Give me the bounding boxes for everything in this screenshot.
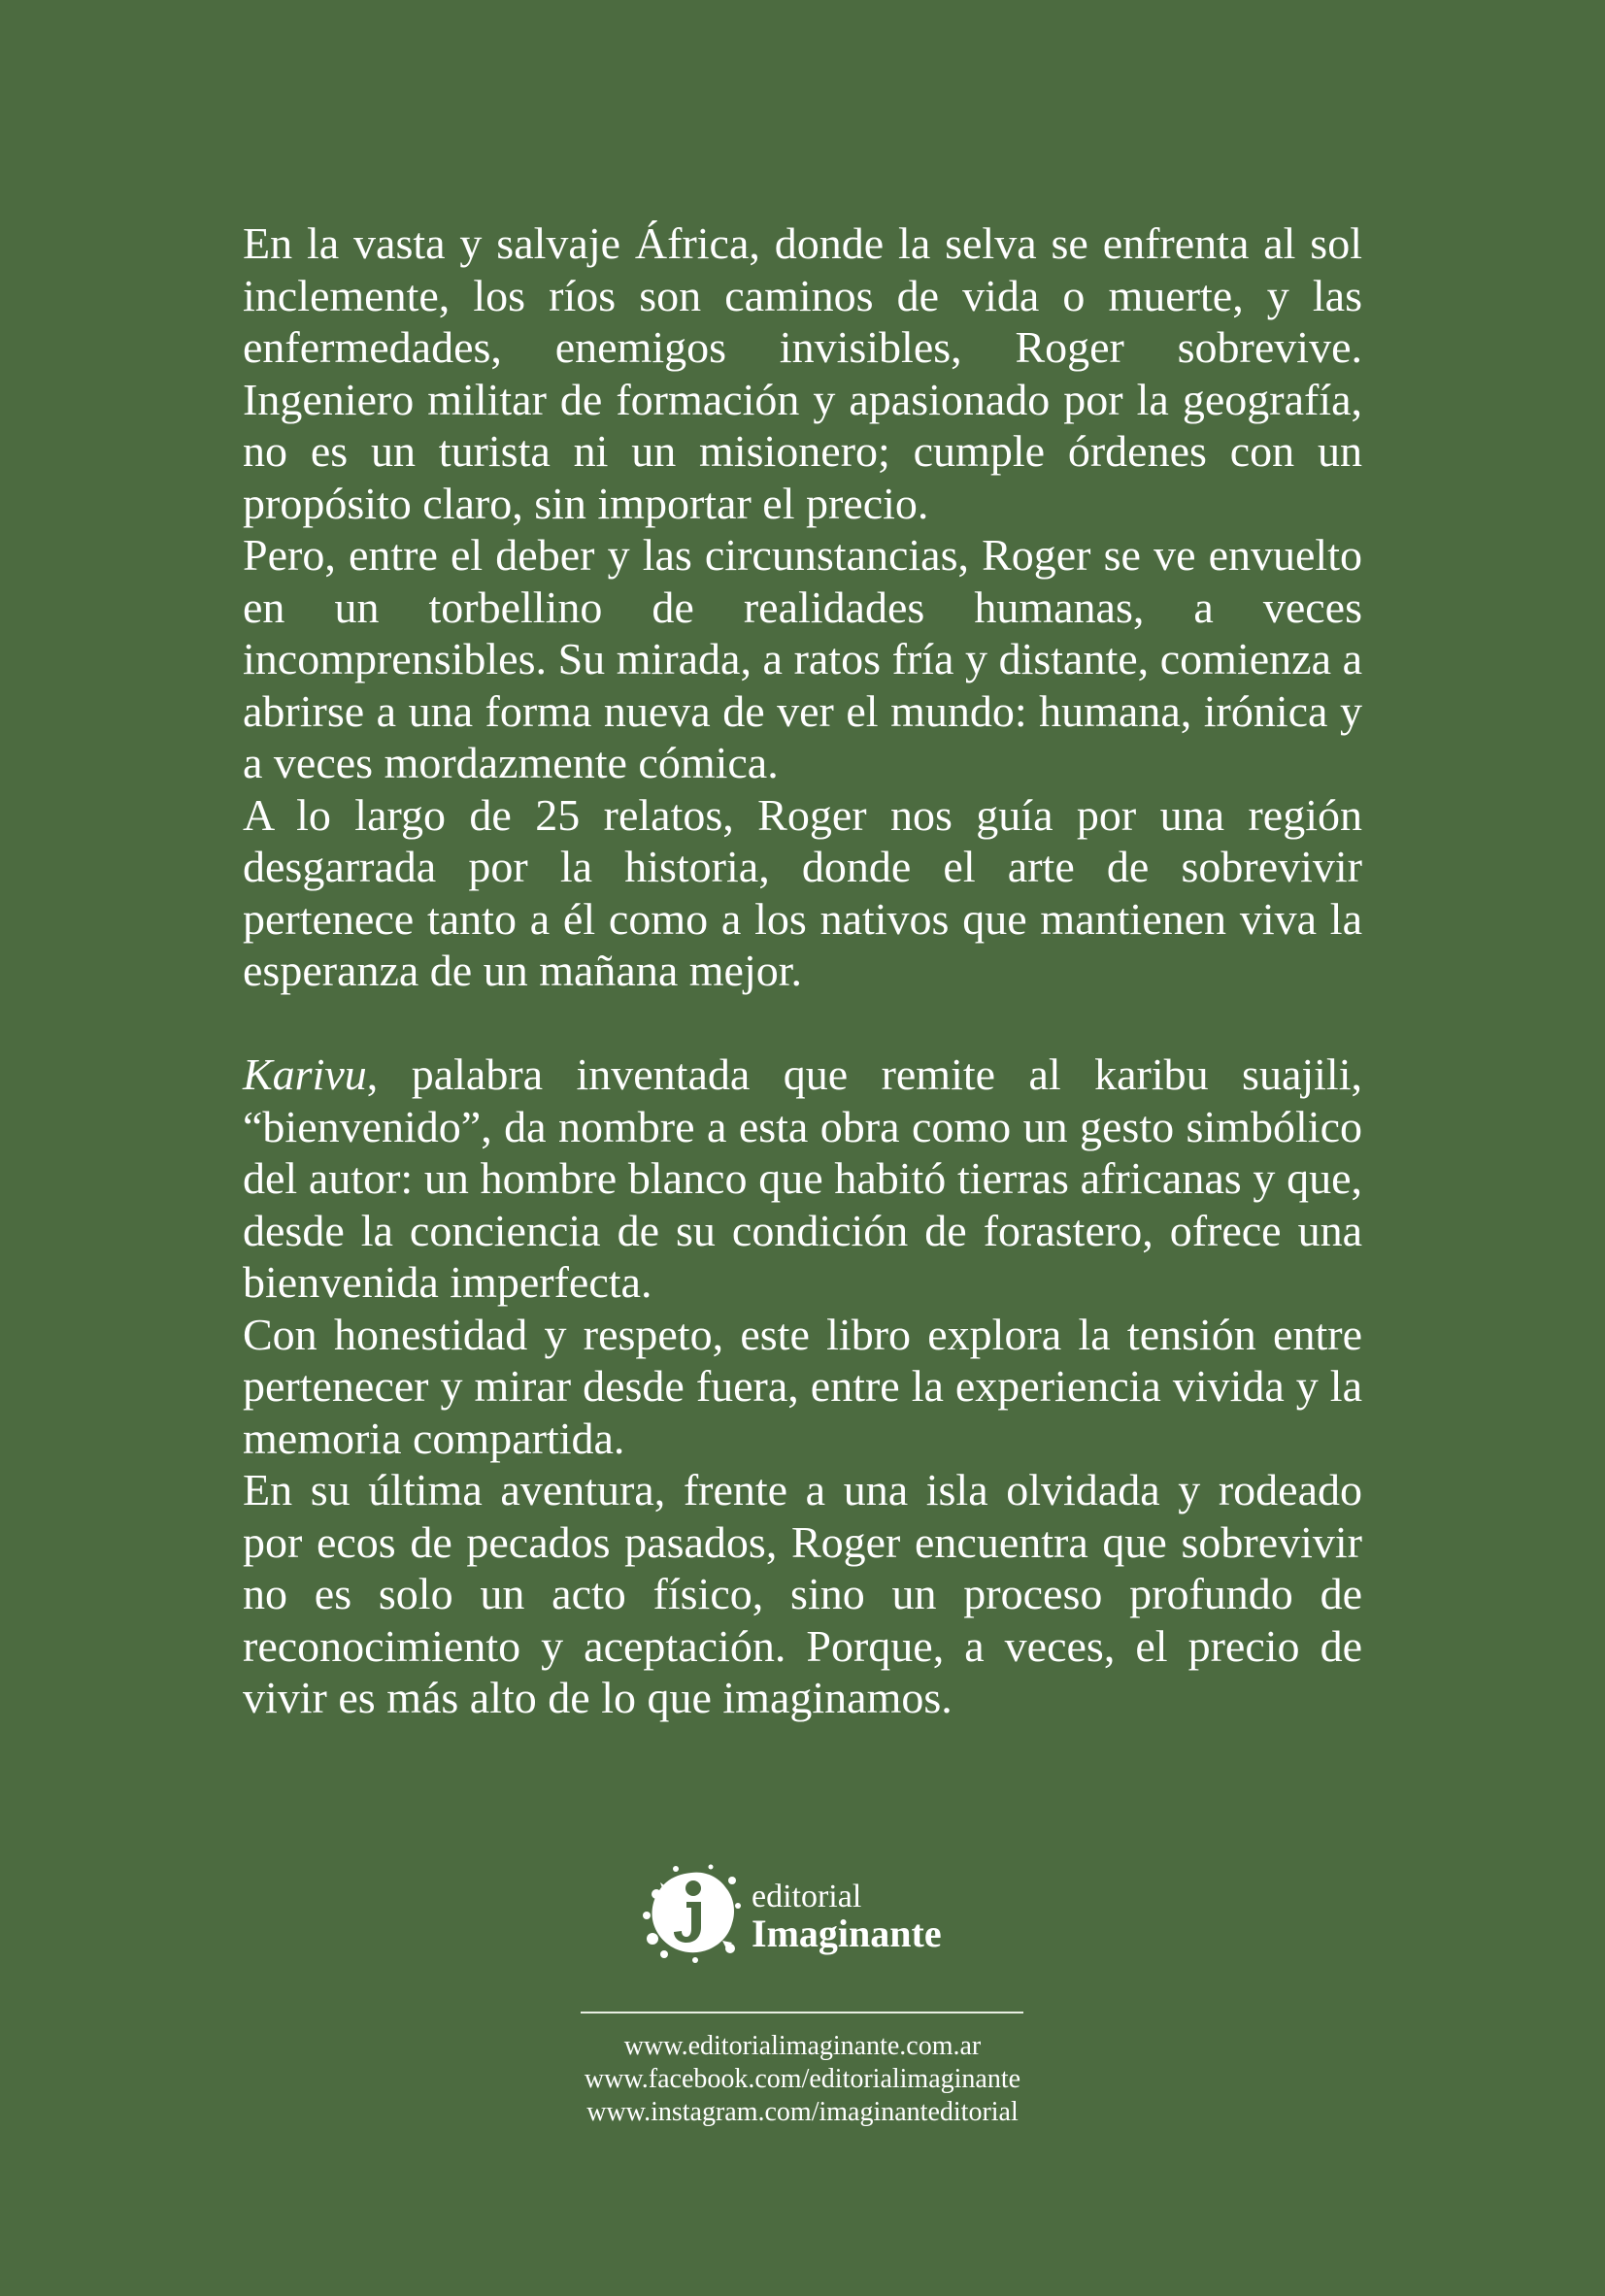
facebook-link[interactable]: www.facebook.com/editorialimaginante (584, 2064, 1021, 2094)
ink-splash-i-icon (637, 1859, 746, 1966)
blurb-paragraph-4-text: , palabra inventada que remite al karibu suajili, “bienvenido”, da nombre a esta obra como un gesto simbólico del autor: un hombre blanco que habitó tierras africanas y que, desde la conciencia de su condición de forastero, ofrece una bienvenida imperfecta. (243, 1049, 1362, 1307)
publisher-name-line-2: Imaginante (752, 1912, 942, 1955)
book-title-italic: Karivu (243, 1049, 367, 1099)
publisher-links (485, 2030, 1120, 2129)
blurb-paragraph-6: En su última aventura, frente a una isla olvidada y rodeado por ecos de pecados pasados, Roger encuentra que sobrevivir no es solo un acto físico, sino un proceso profundo de reconocimiento y aceptación. Porque, a veces, el precio de vivir es más alto de lo que imaginamos. (243, 1465, 1362, 1722)
blurb-paragraph-2: Pero, entre el deber y las circunstancias, Roger se ve envuelto en un torbellino de realidades humanas, a veces incomprensibles. Su mirada, a ratos fría y distante, comienza a abrirse a una forma nueva de ver el mundo: humana, irónica y a veces mordazmente cómica. (243, 530, 1362, 787)
instagram-link[interactable]: www.instagram.com/imaginanteditorial (586, 2097, 1019, 2127)
blurb-paragraph-3: A lo largo de 25 relatos, Roger nos guía por una región desgarrada por la historia, donde el arte de sobrevivir pertenece tanto a él como a los nativos que mantienen viva la esperanza de un mañana mejor. (243, 789, 1362, 995)
paragraph-spacer (243, 997, 1362, 1049)
back-cover-blurb (243, 217, 1362, 1724)
publisher-logo (637, 1859, 1006, 1966)
publisher-name-line-1: editorial (752, 1879, 862, 1914)
divider-line (581, 2012, 1023, 2013)
blurb-paragraph-4 (243, 1048, 1362, 1309)
website-link[interactable]: www.editorialimaginante.com.ar (623, 2031, 982, 2061)
blurb-paragraph-1: En la vasta y salvaje África, donde la selva se enfrenta al sol inclemente, los ríos son caminos de vida o muerte, y las enfermedades, enemigos invisibles, Roger sobrevive. Ingeniero militar de formación y apasionado por la geografía, no es un turista ni un misionero; cumple órdenes con un propósito claro, sin importar el precio. (243, 218, 1362, 528)
blurb-paragraph-5: Con honestidad y respeto, este libro explora la tensión entre pertenecer y mirar desde fuera, entre la experiencia vivida y la memoria compartida. (243, 1309, 1362, 1463)
